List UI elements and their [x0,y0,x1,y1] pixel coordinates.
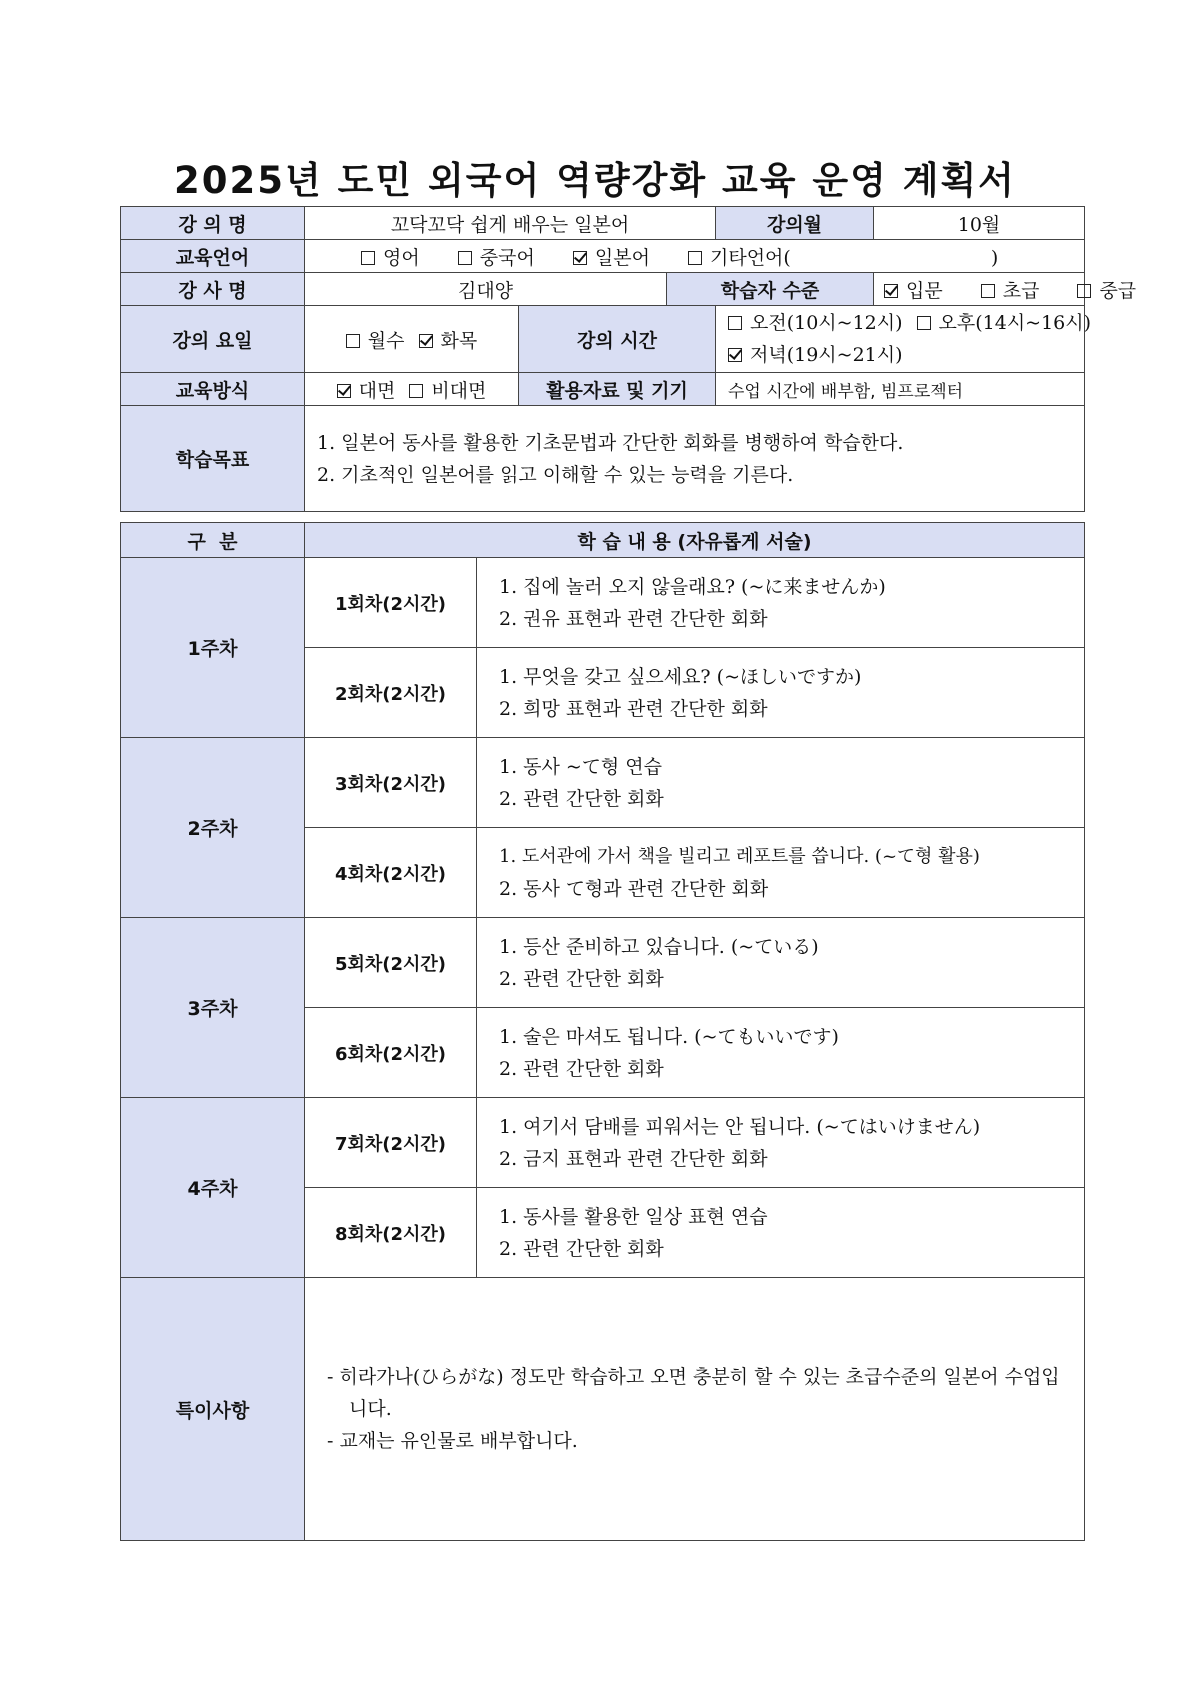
time-label: 강의 시간 [519,306,716,373]
checked-checkbox-icon [337,384,351,398]
goal-item: 2. 기초적인 일본어를 읽고 이해할 수 있는 능력을 기른다. [317,463,794,486]
notes [305,1278,1085,1541]
category-header: 구 분 [121,523,305,558]
goal-item: 1. 일본어 동사를 활용한 기초문법과 간단한 회화를 병행하여 학습한다. [317,431,904,454]
materials-label: 활용자료 및 기기 [519,373,716,406]
session-6-content: 1. 술은 마셔도 됩니다. (~てもいいです) 2. 관련 간단한 회화 [477,1008,1085,1098]
week-1: 1주차 [121,558,305,738]
checkbox-icon [688,251,702,265]
time-option-morning[interactable]: 오전(10시~12시) [728,312,903,334]
session-1: 1회차(2시간) [305,558,477,648]
method-option-in-person[interactable]: 대면 [337,380,396,402]
course-name-label: 강 의 명 [121,207,305,240]
time-option-evening[interactable]: 저녁(19시~21시) [728,344,903,366]
page-title: 2025년 도민 외국어 역량강화 교육 운영 계획서 [174,159,1016,202]
session-6: 6회차(2시간) [305,1008,477,1098]
time-options [716,306,1092,373]
checked-checkbox-icon [728,348,742,362]
method-option-online[interactable]: 비대면 [409,380,486,402]
note-item: - 히라가나(ひらがな) 정도만 학습하고 오면 충분히 할 수 있는 초급수준의 일본어 수업입니다. [327,1366,1060,1420]
day-option-mon-wed[interactable]: 월수 [346,330,405,352]
level-options [874,273,1137,306]
checkbox-icon [361,251,375,265]
session-5: 5회차(2시간) [305,918,477,1008]
day-option-tue-thu[interactable]: 화목 [419,330,478,352]
time-option-afternoon[interactable]: 오후(14시~16시) [917,312,1092,334]
level-option-intermediate[interactable]: 중급 [1077,280,1136,302]
session-4: 4회차(2시간) [305,828,477,918]
level-option-beginner[interactable]: 입문 [884,280,943,302]
checkbox-icon [1077,284,1091,298]
days-label: 강의 요일 [121,306,305,373]
language-option-english[interactable]: 영어 [361,243,420,270]
language-label: 교육언어 [121,240,305,273]
checkbox-icon [917,316,931,330]
session-8: 8회차(2시간) [305,1188,477,1278]
week-4: 4주차 [121,1098,305,1278]
note-item: - 교재는 유인물로 배부합니다. [327,1430,578,1452]
checkbox-icon [981,284,995,298]
week-2: 2주차 [121,738,305,918]
session-7: 7회차(2시간) [305,1098,477,1188]
language-option-chinese[interactable]: 중국어 [458,243,535,270]
session-2-content: 1. 무엇을 갖고 싶으세요? (~ほしいですか) 2. 희망 표현과 관련 간단한 회화 [477,648,1085,738]
checked-checkbox-icon [419,334,433,348]
instructor-label: 강 사 명 [121,273,305,306]
goals [305,406,1085,512]
session-7-content: 1. 여기서 담배를 피워서는 안 됩니다. (~てはいけません) 2. 금지 표현과 관련 간단한 회화 [477,1098,1085,1188]
checkbox-icon [458,251,472,265]
method-options [305,373,519,406]
goals-label: 학습목표 [121,406,305,512]
language-options [305,240,1085,273]
checkbox-icon [409,384,423,398]
checkbox-icon [346,334,360,348]
week-3: 3주차 [121,918,305,1098]
level-label: 학습자 수준 [667,273,874,306]
session-5-content: 1. 등산 준비하고 있습니다. (~ている) 2. 관련 간단한 회화 [477,918,1085,1008]
session-8-content: 1. 동사를 활용한 일상 표현 연습 2. 관련 간단한 회화 [477,1188,1085,1278]
language-option-other[interactable]: 기타언어( ) [688,243,998,270]
content-header: 학 습 내 용 (자유롭게 서술) [305,523,1085,558]
month-label: 강의월 [716,207,874,240]
language-option-japanese[interactable]: 일본어 [573,243,650,270]
session-2: 2회차(2시간) [305,648,477,738]
method-label: 교육방식 [121,373,305,406]
materials-value: 수업 시간에 배부함, 빔프로젝터 [716,373,1085,406]
session-1-content: 1. 집에 놀러 오지 않을래요? (~に来ませんか) 2. 권유 표현과 관련 간단한 회화 [477,558,1085,648]
checked-checkbox-icon [884,284,898,298]
month-value: 10월 [874,207,1085,240]
session-3-content: 1. 동사 ~て형 연습 2. 관련 간단한 회화 [477,738,1085,828]
day-options [305,306,519,373]
checkbox-icon [728,316,742,330]
schedule-table [120,522,1085,1541]
session-3: 3회차(2시간) [305,738,477,828]
level-option-elementary[interactable]: 초급 [981,280,1040,302]
session-4-content: 1. 도서관에 가서 책을 빌리고 레포트를 씁니다. (~て형 활용) 2. 동사 て형과 관련 간단한 회화 [477,828,1085,918]
course-name-value: 꼬닥꼬닥 쉽게 배우는 일본어 [305,207,716,240]
instructor-value: 김대양 [305,273,667,306]
course-info-table [120,206,1137,512]
checked-checkbox-icon [573,251,587,265]
notes-label: 특이사항 [121,1278,305,1541]
